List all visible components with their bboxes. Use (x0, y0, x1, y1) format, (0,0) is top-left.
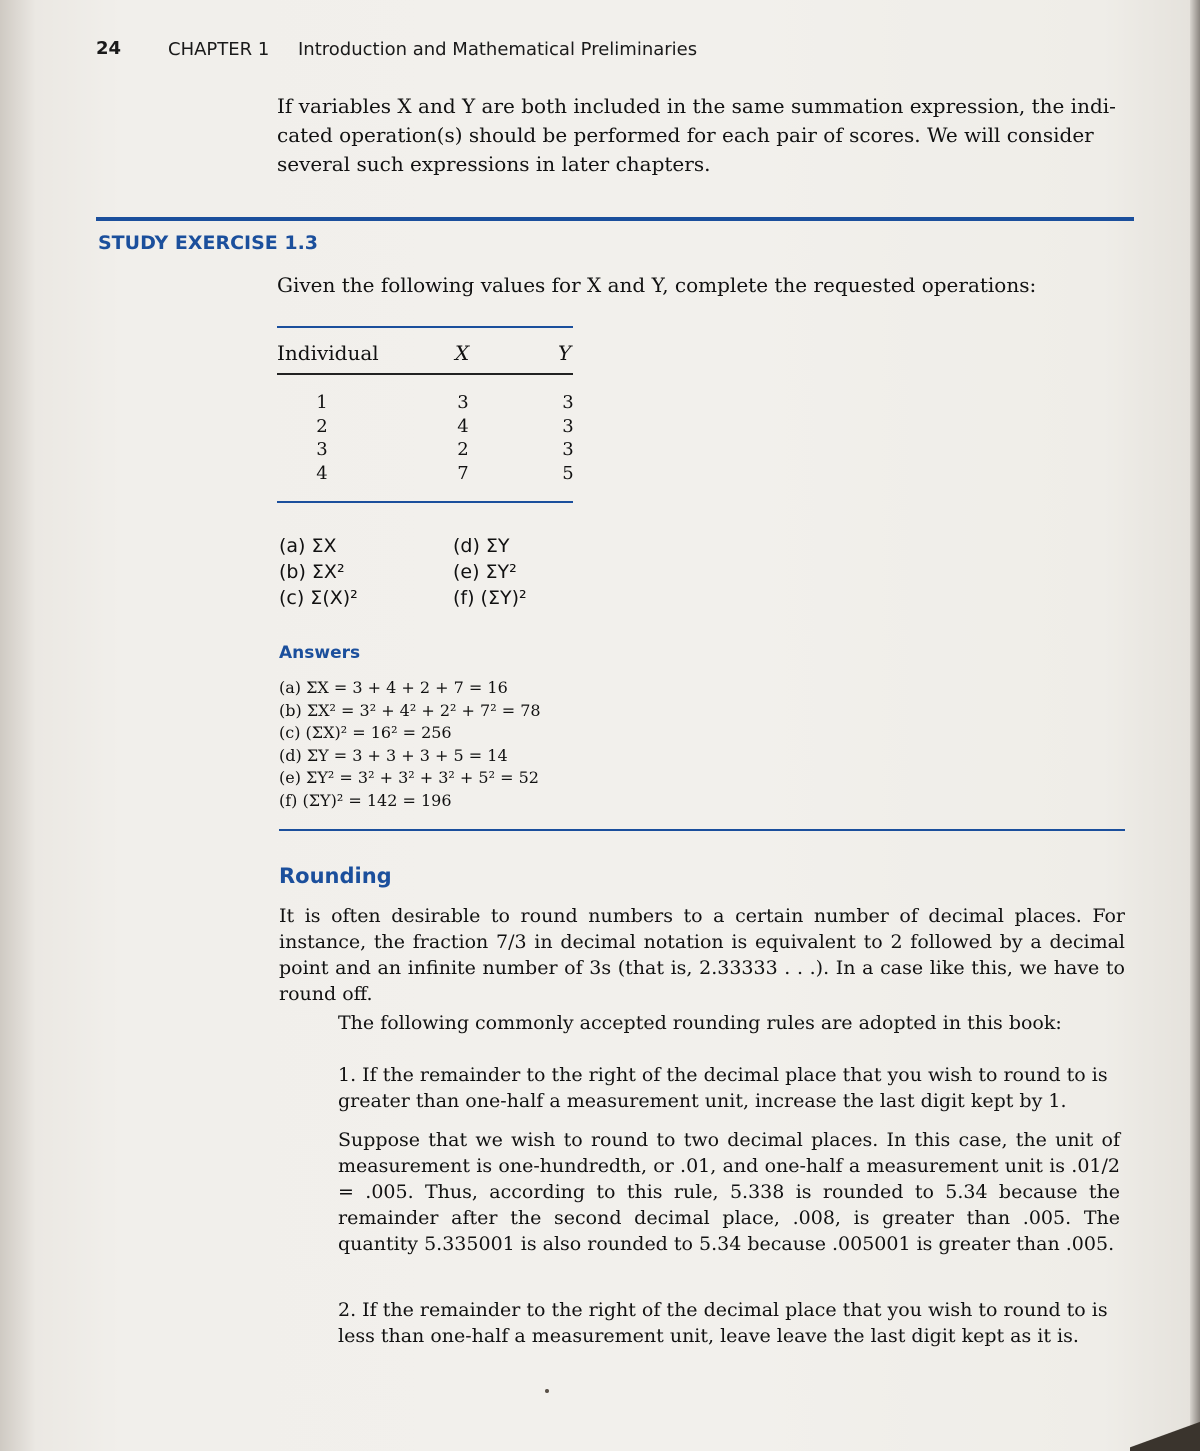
intro-line: If variables X and Y are both included in the same summation expression, the indi- (277, 94, 1116, 118)
operation-item: (d) ΣY (453, 535, 510, 557)
operation-item: (b) ΣX² (279, 561, 345, 583)
table-top-rule (277, 326, 573, 328)
operation-item: (f) (ΣY)² (453, 587, 527, 609)
chapter-title: Introduction and Mathematical Preliminaries (298, 39, 698, 60)
table-header-rule (277, 373, 573, 375)
operation-item: (e) ΣY² (453, 561, 517, 583)
rules-intro-text: The following commonly accepted rounding rules are adopted in this book: (338, 1012, 1062, 1034)
rule-2 (338, 1297, 1122, 1349)
table-cell: 3 (562, 392, 574, 413)
table-header-individual: Individual (277, 341, 379, 365)
table-cell: 4 (316, 462, 328, 484)
table-cell: 3 (562, 415, 574, 437)
intro-line: several such expressions in later chapters. (277, 152, 711, 176)
page-number: 24 (96, 38, 122, 59)
table-cell: 4 (457, 415, 469, 437)
table-column-x (448, 391, 478, 485)
operations-left (279, 533, 358, 611)
table-cell: 3 (316, 439, 328, 460)
exercise-bottom-rule (279, 829, 1125, 831)
answers-heading: Answers (279, 643, 361, 663)
rules-intro (338, 1010, 1128, 1036)
table-cell: 1 (316, 392, 328, 413)
operation-item: (c) Σ(X)² (279, 587, 358, 609)
paper-speck (545, 1389, 549, 1393)
answer-item: (a) ΣX = 3 + 4 + 2 + 7 = 16 (279, 678, 508, 697)
answer-item: (d) ΣY = 3 + 3 + 3 + 5 = 14 (279, 745, 508, 765)
answer-item: (e) ΣY² = 3² + 3² + 3² + 5² = 52 (279, 768, 539, 787)
page-edge-shadow (1190, 0, 1200, 1451)
page-corner-shadow (1130, 1411, 1200, 1451)
table-header-x: X (455, 341, 470, 365)
rule-1-example (338, 1127, 1120, 1257)
table-header-y: Y (558, 341, 572, 365)
exercise-top-rule (96, 217, 1134, 221)
operations-right (453, 533, 527, 611)
intro-paragraph (277, 92, 1137, 179)
table-cell: 2 (457, 439, 469, 460)
answer-item: (c) (ΣX)² = 16² = 256 (279, 723, 452, 742)
table-cell: 2 (316, 415, 328, 437)
answers-list (279, 677, 541, 812)
rounding-text: It is often desirable to round numbers to a certain number of decimal places. For instance, the fraction 7/3 in decimal notation is equivalent to 2 followed by a decimal point and an infinite number of 3s (that is, 2.33333 . . .). In a case like this, we have to round off. (279, 905, 1125, 1005)
intro-line: cated operation(s) should be performed for each pair of scores. We will consider (277, 123, 1094, 147)
table-bottom-rule (277, 501, 573, 503)
rule-1-text: 1. If the remainder to the right of the decimal place that you wish to round to is greater than one-half a measurement unit, increase the last digit kept by 1. (338, 1064, 1108, 1112)
table-cell: 7 (457, 462, 469, 484)
table-column-individual (307, 391, 337, 485)
exercise-instruction: Given the following values for X and Y, complete the requested operations: (277, 273, 1037, 297)
answer-item: (b) ΣX² = 3² + 4² + 2² + 7² = 78 (279, 700, 541, 720)
table-column-y (553, 391, 583, 485)
rule-1 (338, 1062, 1122, 1114)
table-cell: 3 (457, 392, 469, 413)
answer-item: (f) (ΣY)² = 142 = 196 (279, 790, 452, 810)
rounding-paragraph (279, 903, 1125, 1007)
rule-1-example-text: Suppose that we wish to round to two decimal places. In this case, the unit of measurement is one-hundredth, or .01, and one-half a measurement unit is .01/2 = .005. Thus, according to this rule, 5.338 is rounded to 5.34 because the remainder after the second decimal place, .008, is greater than .005. The quantity 5.335001 is also rounded to 5.34 because .005001 is greater than .005. (338, 1129, 1120, 1255)
table-cell: 3 (562, 439, 574, 460)
chapter-label: CHAPTER 1 (168, 39, 270, 60)
section-heading-rounding: Rounding (279, 864, 392, 888)
table-cell: 5 (562, 462, 574, 484)
rule-2-text: 2. If the remainder to the right of the decimal place that you wish to round to is less than one-half a measurement unit, leave leave the last digit kept as it is. (338, 1299, 1108, 1347)
exercise-title: STUDY EXERCISE 1.3 (98, 232, 319, 254)
operation-item: (a) ΣX (279, 535, 337, 557)
